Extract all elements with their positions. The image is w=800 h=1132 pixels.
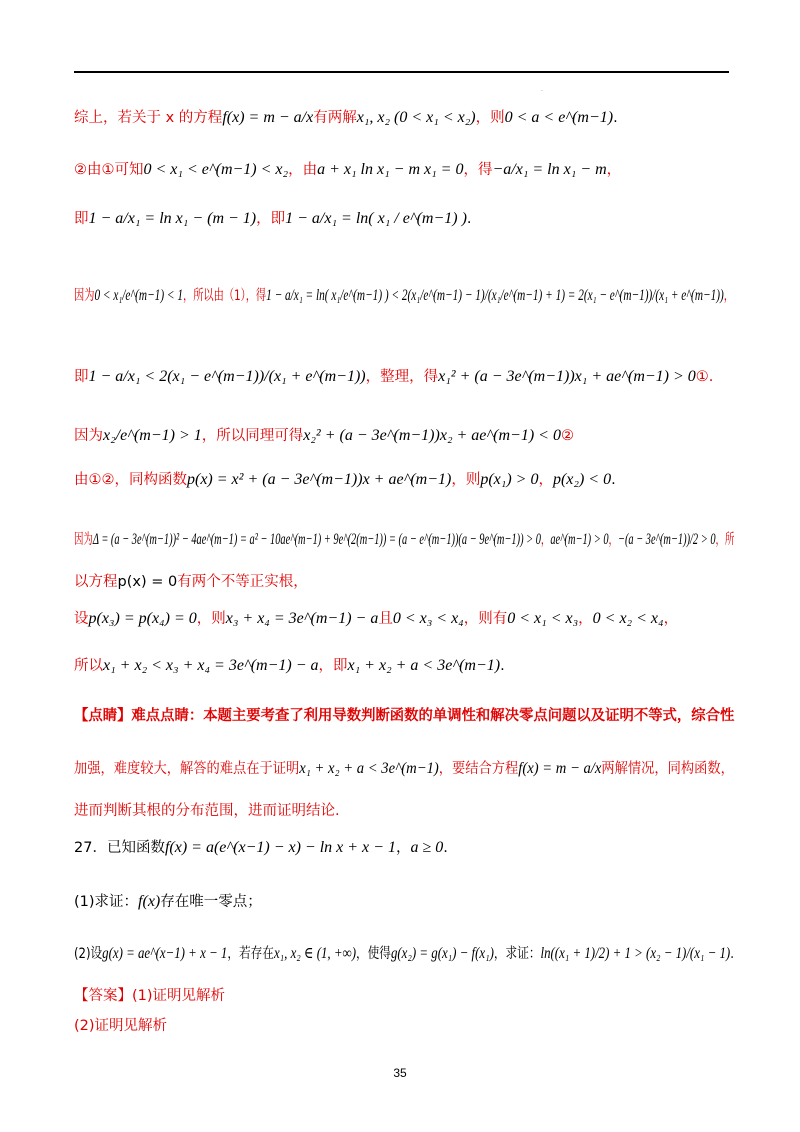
math-expression: a ≥ 0 [410,839,444,856]
text-segment: 进而判断其根的分布范围，进而证明结论. [74,803,340,819]
text-segment: 因为 [74,428,103,444]
text-segment: . [500,658,505,674]
math-expression: 1 − a/x₁ = ln( x₁ / e^(m−1) ) [285,210,467,227]
text-segment: ，整理，得 [365,369,439,385]
text-line [74,706,735,726]
text-segment: 有两解 [313,110,357,126]
text-segment: ，使得 [355,946,391,962]
text-segment: ， [578,611,593,627]
math-expression: 0 < x₁ < x₃ [507,610,579,627]
text-segment: . [613,110,618,126]
text-segment: ，若存在 [227,946,274,962]
math-expression: f(x) = a(e^(x−1) − x) − ln x + x − 1 [164,839,396,856]
math-expression: 0 < x₁ < e^(m−1) < x₂ [143,161,289,178]
math-expression: a + x₁ ln x₁ − m x₁ = 0 [317,161,464,178]
math-expression: x₁, x₂ (0 < x₁ < x₂) [356,109,476,126]
header-rule [74,71,729,73]
text-segment: ①. [695,369,714,385]
math-expression: 0 < a < e^(m−1) [504,109,614,126]
text-line [74,838,734,858]
text-segment: ，所以由（1），得 [182,288,267,304]
text-segment: . [466,211,472,227]
text-segment: 27．已知函数 [74,840,165,856]
math-expression: ae^(m−1) > 0 [550,531,609,548]
text-segment: ，求证： [493,946,541,962]
math-expression: p(x₁) > 0 [480,471,539,488]
math-expression: g(x₂) = g(x₁) − f(x₁) [390,945,494,962]
math-expression: x₁ + x₂ + a < 3e^(m−1) [347,657,501,674]
text-segment: 即 [74,369,89,385]
math-expression: p(x₃) = p(x₄) = 0 [88,610,197,627]
text-segment: ，则有 [463,611,508,627]
text-segment: 综上，若关于 x 的方程 [74,110,223,126]
text-segment: 因为 [74,532,93,548]
text-segment: (2)证明见解析 [74,1018,168,1034]
text-segment: . [611,472,616,488]
text-segment: 两解情况，同构函数， [601,761,734,777]
text-segment: ， [538,472,553,488]
text-segment: ，则 [475,110,505,126]
text-line [74,108,734,128]
text-segment: (2)设 [74,946,103,962]
text-segment: ，则 [196,611,226,627]
math-expression: x₁ + x₂ < x₃ + x₄ = 3e^(m−1) − a [103,657,319,674]
math-expression: 0 < x₁/e^(m−1) < 1 [94,287,183,304]
text-segment: ②由①可知 [74,162,144,178]
math-expression: p(x) = x² + (a − 3e^(m−1))x + ae^(m−1) [187,471,452,488]
header-dot: . [541,86,543,93]
text-segment: ，得 [463,162,493,178]
text-segment: . [730,946,734,962]
text-line [74,286,734,306]
text-segment: ， [663,611,679,627]
text-segment: ，则 [451,472,481,488]
text-segment: ， [608,532,618,548]
math-expression: −a/x₁ = ln x₁ − m [492,161,607,178]
text-segment: 【答案】 [74,988,132,1004]
text-line [74,367,734,387]
math-expression: 1 − a/x₁ = ln( x₁/e^(m−1) ) < 2(x₁/e^(m−1) − 1)/(x₁/e^(m−1) + 1) = 2(x₁ − e^(m−1))/(x₁ + e^(m−1)) [266,287,724,304]
text-line [74,530,735,550]
text-segment: ，要结合方程 [438,761,519,777]
text-line [74,759,734,779]
text-segment: ， [540,532,551,548]
text-line [74,160,734,180]
text-segment: ，即 [256,211,286,227]
text-segment: 以方程 [74,574,118,590]
text-segment: ， [395,840,411,856]
math-expression: f(x) = m − a/x [222,109,314,126]
math-expression: x₂² + (a − 3e^(m−1))x₂ + ae^(m−1) < 0 [303,427,561,444]
text-segment: ， [723,288,734,304]
math-expression: x₁ + x₂ + a < 3e^(m−1) [299,760,439,777]
text-line [74,209,734,229]
math-expression: x₂/e^(m−1) > 1 [103,427,202,444]
math-expression: 1 − a/x₁ < 2(x₁ − e^(m−1))/(x₁ + e^(m−1)) [88,368,366,385]
text-segment: 设 [74,611,89,627]
text-segment: ，所 [715,532,735,548]
text-line [74,470,734,490]
text-segment: . [443,840,448,856]
text-segment: ，即 [318,658,348,674]
text-segment: 因为 [74,288,95,304]
math-expression: f(x) [138,893,161,910]
text-segment: (1)求证： [74,894,139,910]
text-segment: 有两个不等正实根， [177,574,308,590]
text-line [74,609,734,629]
math-expression: Δ = (a − 3e^(m−1))² − 4ae^(m−1) = a² − 10ae^(m−1) + 9e^(2(m−1)) = (a − e^(m−1))(a − 9e^(m−1)) > 0 [92,531,541,548]
text-segment: 即 [74,211,89,227]
text-line [74,1016,734,1036]
text-line [74,801,734,821]
text-segment: ， [606,162,622,178]
math-expression: f(x) = m − a/x [518,760,602,777]
math-expression: 1 − a/x₁ = ln x₁ − (m − 1) [88,210,257,227]
text-line [74,986,734,1006]
text-segment: 【点睛】难点点睛：本题主要考查了利用导数判断函数的单调性和解决零点问题以及证明不等式，综合性 [74,708,735,724]
math-expression: ln((x₁ + 1)/2) + 1 > (x₂ − 1)/(x₁ − 1) [540,945,731,962]
text-segment: p(x) = 0 [117,574,178,590]
math-expression: 0 < x₂ < x₄ [592,610,664,627]
text-line [74,572,734,592]
text-segment: 所以 [74,658,103,674]
text-line [74,656,734,676]
text-segment: ，所以同理可得 [201,428,304,444]
math-expression: x₁² + (a − 3e^(m−1))x₁ + ae^(m−1) > 0 [438,368,696,385]
math-expression: x₁, x₂ ∈ (1, +∞) [273,945,356,962]
text-segment: 存在唯一零点； [160,894,262,910]
page-number: 35 [393,1066,407,1080]
text-segment: 由①②，同构函数 [74,472,187,488]
math-expression: x₃ + x₄ = 3e^(m−1) − a [225,610,379,627]
text-segment: 加强，难度较大，解答的难点在于证明 [74,761,300,777]
math-expression: 0 < x₃ < x₄ [392,610,464,627]
text-line [74,426,734,446]
text-segment: ② [560,428,574,444]
text-segment: ，由 [288,162,318,178]
text-line [74,892,734,912]
text-line [74,944,734,964]
text-segment: (1)证明见解析 [132,988,226,1004]
math-expression: p(x₂) < 0 [552,471,612,488]
math-expression: g(x) = ae^(x−1) + x − 1 [102,945,228,962]
text-segment: 且 [378,611,393,627]
math-expression: −(a − 3e^(m−1))/2 > 0 [617,531,716,548]
